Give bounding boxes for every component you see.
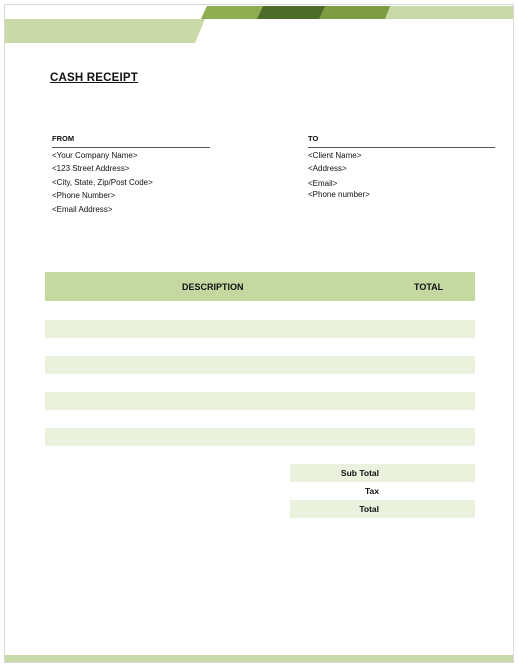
to-phone: <Phone number> bbox=[308, 189, 370, 199]
total-label: Total bbox=[359, 504, 379, 514]
receipt-page bbox=[4, 4, 514, 663]
from-phone: <Phone Number> bbox=[52, 191, 116, 200]
from-block bbox=[52, 132, 210, 216]
to-client-name: <Client Name> bbox=[308, 150, 362, 160]
bottom-band bbox=[5, 655, 514, 662]
table-row bbox=[45, 428, 475, 446]
to-email: <Email> bbox=[308, 178, 338, 188]
table-row bbox=[45, 320, 475, 338]
top-band-stripe bbox=[319, 6, 395, 19]
tax-row bbox=[290, 482, 475, 500]
from-company-name: <Your Company Name> bbox=[52, 150, 138, 160]
receipt-title: CASH RECEIPT bbox=[50, 72, 139, 84]
table-row bbox=[45, 392, 475, 410]
from-street-address: <123 Street Address> bbox=[52, 164, 130, 173]
tax-label: Tax bbox=[364, 486, 379, 496]
to-block bbox=[308, 132, 495, 200]
top-left-band bbox=[5, 19, 205, 43]
total-row bbox=[290, 500, 475, 518]
from-email: <Email Address> bbox=[52, 204, 113, 214]
from-heading: FROM bbox=[52, 132, 210, 148]
table-header bbox=[45, 272, 475, 301]
from-city-state-zip: <City, State, Zip/Post Code> bbox=[52, 177, 153, 187]
to-heading: TO bbox=[308, 132, 495, 148]
subtotal-label: Sub Total bbox=[340, 468, 379, 478]
description-column-header: DESCRIPTION bbox=[182, 282, 244, 292]
table-row bbox=[45, 356, 475, 374]
top-band-stripe bbox=[385, 6, 514, 19]
subtotal-row bbox=[290, 464, 475, 482]
total-column-header: TOTAL bbox=[414, 282, 444, 292]
to-address: <Address> bbox=[308, 164, 347, 173]
